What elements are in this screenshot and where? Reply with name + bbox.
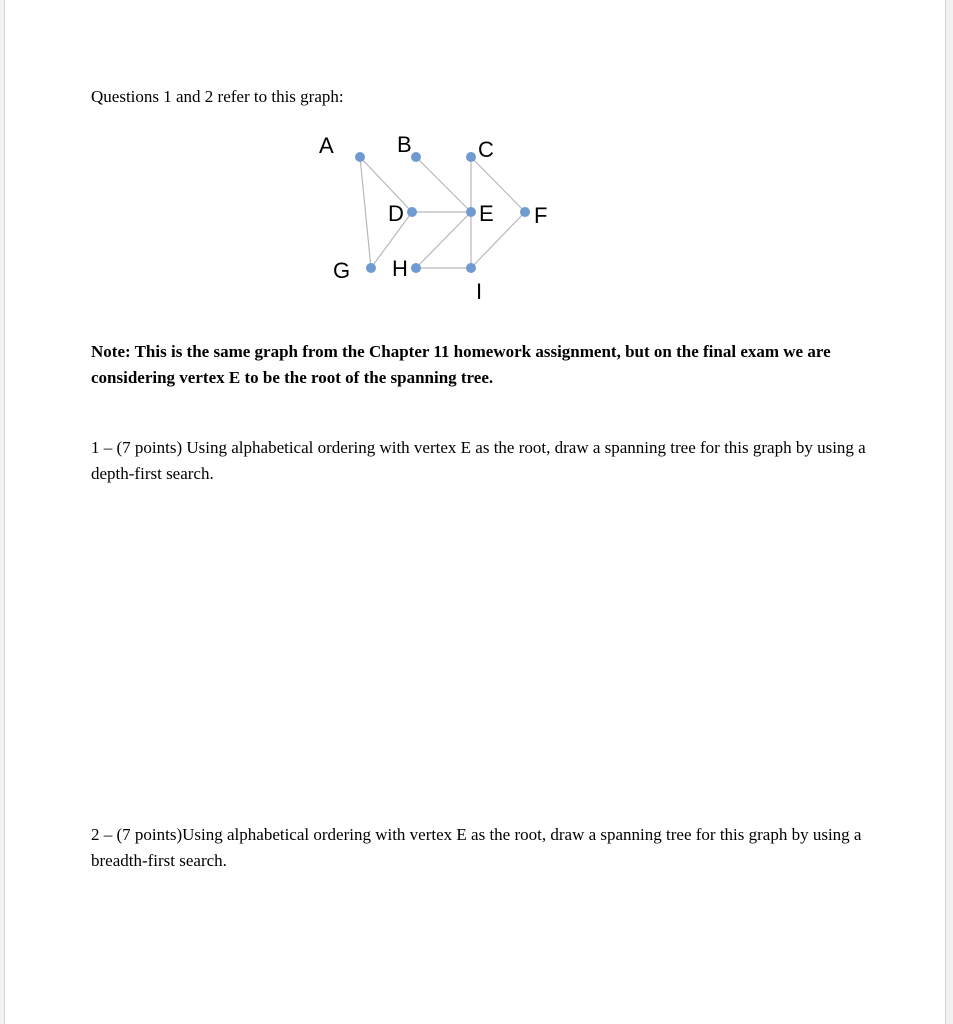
vertex-label-a: A — [319, 133, 334, 158]
graph-figure — [5, 0, 945, 330]
vertex-label-e: E — [479, 201, 494, 226]
vertex-h — [411, 263, 421, 273]
vertex-g — [366, 263, 376, 273]
vertex-b — [411, 152, 421, 162]
document-page — [4, 0, 946, 1024]
edge-a-g — [360, 157, 371, 268]
vertex-e — [466, 207, 476, 217]
vertex-label-f: F — [534, 203, 548, 228]
vertex-d — [407, 207, 417, 217]
vertex-label-h: H — [392, 256, 408, 281]
vertex-label-d: D — [388, 201, 404, 226]
question-2: 2 – (7 points)Using alphabetical ordering with vertex E as the root, draw a spanning tree for this graph by using a breadth-first search. — [91, 825, 862, 870]
edge-e-h — [416, 212, 471, 268]
vertex-i — [466, 263, 476, 273]
note-text: Note: This is the same graph from the Chapter 11 homework assignment, but on the final exam we are considering vertex E to be the root of the spanning tree. — [91, 342, 831, 387]
vertex-label-c: C — [478, 137, 494, 162]
vertex-a — [355, 152, 365, 162]
edge-b-e — [416, 157, 471, 212]
vertex-label-b: B — [397, 132, 412, 157]
edge-a-d — [360, 157, 412, 212]
vertex-label-i: I — [476, 279, 483, 304]
question-1: 1 – (7 points) Using alphabetical ordering with vertex E as the root, draw a spanning tree for this graph by using a depth-first search. — [91, 438, 866, 483]
vertex-c — [466, 152, 476, 162]
intro-text: Questions 1 and 2 refer to this graph: — [91, 87, 344, 106]
vertex-f — [520, 207, 530, 217]
vertex-label-g: G — [333, 258, 351, 283]
